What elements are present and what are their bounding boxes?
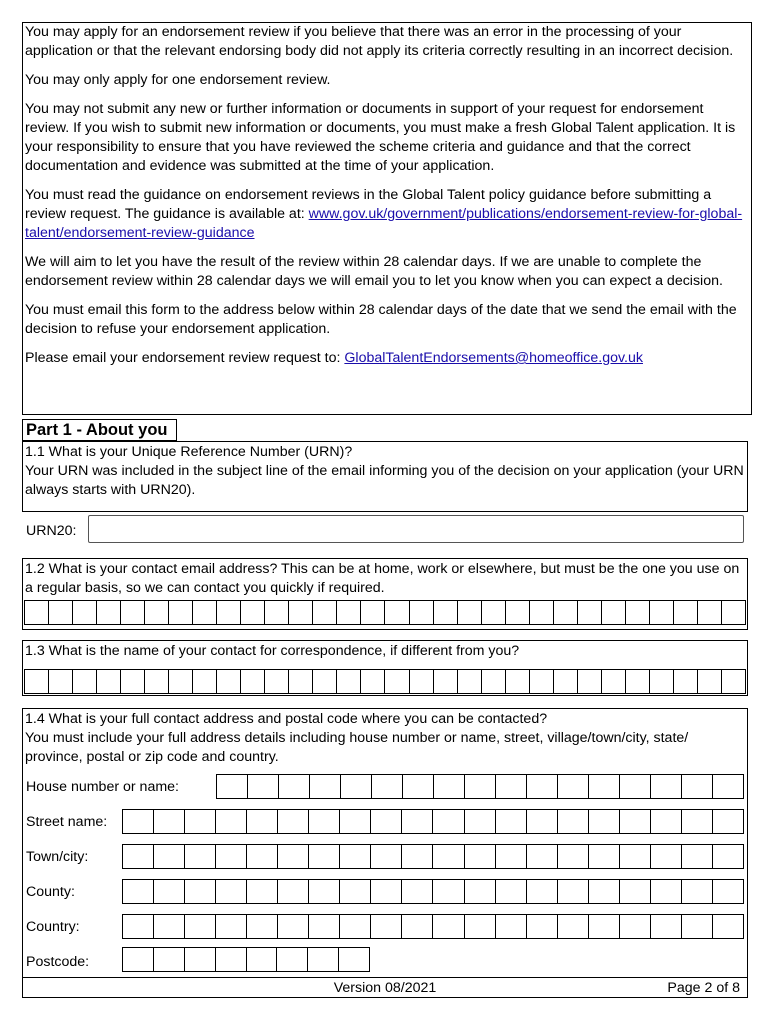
version-label: Version 08/2021 [333,980,437,996]
char-box[interactable] [626,601,650,624]
char-box[interactable] [289,601,313,624]
email-field[interactable] [24,600,746,625]
char-box[interactable] [310,775,341,798]
char-box[interactable] [217,670,241,693]
char-box[interactable] [713,810,743,833]
char-box[interactable] [403,775,434,798]
house-field[interactable] [216,774,744,799]
char-box[interactable] [216,948,247,971]
question-1-1-help: Your URN was included in the subject line of the email informing you of the decision on your application (your URN always starts with URN20). [25,463,744,498]
char-box[interactable] [402,810,433,833]
char-box[interactable] [602,670,626,693]
question-1-3-text: 1.3 What is the name of your contact for correspondence, if different from you? [25,643,520,659]
char-box[interactable] [434,670,458,693]
char-box[interactable] [241,601,265,624]
country-label: Country: [26,919,80,935]
house-label: House number or name: [26,779,179,795]
char-box[interactable] [682,845,713,868]
char-box[interactable] [340,915,371,938]
char-box[interactable] [496,915,527,938]
char-box[interactable] [626,670,650,693]
char-box[interactable] [185,915,216,938]
char-box[interactable] [371,880,402,903]
char-box[interactable] [482,601,506,624]
char-box[interactable] [589,915,620,938]
char-box[interactable] [217,601,241,624]
part-heading: Part 1 - About you [22,419,177,441]
char-box[interactable] [651,880,682,903]
char-box[interactable] [713,845,743,868]
char-box[interactable] [309,845,340,868]
char-box[interactable] [527,775,558,798]
char-box[interactable] [337,670,361,693]
char-box[interactable] [433,915,464,938]
town-label: Town/city: [26,849,89,865]
char-box[interactable] [247,810,278,833]
contact-name-field[interactable] [24,669,746,694]
char-box[interactable] [247,880,278,903]
char-box[interactable] [216,810,247,833]
county-field[interactable] [122,879,744,904]
char-box[interactable] [496,880,527,903]
char-box[interactable] [506,601,530,624]
intro-paragraph: You may only apply for one endorsement review. [25,72,331,88]
char-box[interactable] [410,670,434,693]
char-box[interactable] [496,845,527,868]
char-box[interactable] [372,775,403,798]
char-box[interactable] [620,775,651,798]
street-field[interactable] [122,809,744,834]
char-box[interactable] [433,810,464,833]
char-box[interactable] [169,670,193,693]
char-box[interactable] [506,670,530,693]
char-box[interactable] [527,915,558,938]
char-box[interactable] [651,775,682,798]
char-box[interactable] [97,601,121,624]
question-1-1 [22,441,748,512]
char-box[interactable] [465,810,496,833]
urn-input[interactable] [88,515,744,543]
char-box[interactable] [247,915,278,938]
char-box[interactable] [277,948,308,971]
char-box[interactable] [25,670,49,693]
char-box[interactable] [73,601,97,624]
char-box[interactable] [216,915,247,938]
char-box[interactable] [698,670,722,693]
email-instruction: Please email your endorsement review request to: [25,350,345,366]
char-box[interactable] [465,915,496,938]
char-box[interactable] [620,880,651,903]
char-box[interactable] [402,845,433,868]
char-box[interactable] [458,670,482,693]
char-box[interactable] [682,915,713,938]
char-box[interactable] [465,845,496,868]
intro-paragraph: We will aim to let you have the result of the review within 28 calendar days. If we are unable to complete the endorsement review within 28 calendar days we will email you to let you know when you can expect a decision. [25,254,723,289]
char-box[interactable] [527,845,558,868]
char-box[interactable] [371,915,402,938]
char-box[interactable] [217,775,248,798]
guidance-text: You must read the guidance on endorsement reviews in the Global Talent policy guidance before submitting a review request. The guidance is available at: [25,187,712,222]
char-box[interactable] [145,670,169,693]
char-box[interactable] [465,880,496,903]
char-box[interactable] [434,775,465,798]
question-1-2-text: 1.2 What is your contact email address? This can be at home, work or elsewhere, but must be the one you use on a regular basis, so we can contact you quickly if required. [25,561,740,596]
char-box[interactable] [278,810,309,833]
char-box[interactable] [558,775,589,798]
char-box[interactable] [558,915,589,938]
char-box[interactable] [154,915,185,938]
char-box[interactable] [361,670,385,693]
intro-paragraph: You may not submit any new or further information or documents in support of your request for endorsement review. If you wish to submit new information or documents, you must make a fresh Global Talent application. It is your responsibility to ensure that you have reviewed the scheme criteria and guidance and that the correct documentation and evidence was submitted at the time of your application. [25,101,736,174]
char-box[interactable] [530,601,554,624]
char-box[interactable] [185,880,216,903]
question-1-4-help: You must include your full address details including house number or name, street, village/town/city, state/ province, postal or zip code and country. [25,730,689,765]
guidance-link[interactable]: www.gov.uk/government/publications/endorsement-review-for-global-talent/endorsement-review-guidance [25,206,743,241]
intro-paragraph: You may apply for an endorsement review if you believe that there was an error in the processing of your application or that the relevant endorsing body did not apply its criteria correctly resulting in an incorrect decision. [25,24,734,59]
intro-paragraph [25,349,749,368]
char-box[interactable] [169,601,193,624]
char-box[interactable] [265,670,289,693]
char-box[interactable] [402,880,433,903]
char-box[interactable] [340,845,371,868]
char-box[interactable] [651,915,682,938]
char-box[interactable] [145,601,169,624]
char-box[interactable] [123,810,154,833]
char-box[interactable] [713,915,743,938]
postcode-field[interactable] [122,947,370,972]
char-box[interactable] [309,810,340,833]
char-box[interactable] [433,880,464,903]
char-box[interactable] [339,948,369,971]
char-box[interactable] [123,880,154,903]
char-box[interactable] [434,601,458,624]
char-box[interactable] [123,845,154,868]
char-box[interactable] [554,670,578,693]
char-box[interactable] [682,880,713,903]
char-box[interactable] [278,880,309,903]
char-box[interactable] [193,601,217,624]
char-box[interactable] [496,810,527,833]
char-box[interactable] [433,845,464,868]
question-1-4-title: 1.4 What is your full contact address and postal code where you can be contacted? [25,711,548,727]
char-box[interactable] [650,670,674,693]
char-box[interactable] [722,670,745,693]
char-box[interactable] [402,915,433,938]
char-box[interactable] [371,845,402,868]
char-box[interactable] [185,810,216,833]
char-box[interactable] [554,601,578,624]
char-box[interactable] [558,845,589,868]
char-box[interactable] [578,670,602,693]
char-box[interactable] [289,670,313,693]
char-box[interactable] [341,775,372,798]
question-1-1-title: 1.1 What is your Unique Reference Number (URN)? [25,444,353,460]
char-box[interactable] [247,948,278,971]
char-box[interactable] [154,845,185,868]
char-box[interactable] [589,810,620,833]
urn-label: URN20: [26,523,77,539]
char-box[interactable] [674,601,698,624]
char-box[interactable] [337,601,361,624]
postcode-label: Postcode: [26,954,90,970]
char-box[interactable] [620,915,651,938]
char-box[interactable] [216,845,247,868]
char-box[interactable] [278,845,309,868]
char-box[interactable] [309,880,340,903]
char-box[interactable] [558,810,589,833]
char-box[interactable] [558,880,589,903]
char-box[interactable] [278,915,309,938]
char-box[interactable] [340,810,371,833]
char-box[interactable] [185,948,216,971]
char-box[interactable] [465,775,496,798]
char-box[interactable] [527,880,558,903]
intro-paragraph [25,186,749,243]
char-box[interactable] [73,670,97,693]
char-box[interactable] [482,670,506,693]
char-box[interactable] [154,880,185,903]
intro-box [22,22,752,415]
country-field[interactable] [122,914,744,939]
char-box[interactable] [682,775,713,798]
char-box[interactable] [279,775,310,798]
char-box[interactable] [25,601,49,624]
char-box[interactable] [49,670,73,693]
page-number: Page 2 of 8 [667,980,740,996]
char-box[interactable] [410,601,434,624]
char-box[interactable] [97,670,121,693]
char-box[interactable] [193,670,217,693]
char-box[interactable] [385,670,409,693]
char-box[interactable] [154,810,185,833]
char-box[interactable] [313,601,337,624]
town-field[interactable] [122,844,744,869]
char-box[interactable] [651,845,682,868]
char-box[interactable] [265,601,289,624]
char-box[interactable] [589,845,620,868]
char-box[interactable] [185,845,216,868]
char-box[interactable] [385,601,409,624]
char-box[interactable] [123,948,154,971]
endorsement-email-link[interactable]: GlobalTalentEndorsements@homeoffice.gov.uk [344,350,643,366]
char-box[interactable] [121,670,145,693]
char-box[interactable] [589,880,620,903]
char-box[interactable] [530,670,554,693]
char-box[interactable] [313,670,337,693]
char-box[interactable] [248,775,279,798]
char-box[interactable] [458,601,482,624]
char-box[interactable] [340,880,371,903]
char-box[interactable] [698,601,722,624]
char-box[interactable] [602,601,626,624]
char-box[interactable] [713,880,743,903]
char-box[interactable] [361,601,385,624]
char-box[interactable] [309,915,340,938]
char-box[interactable] [247,845,278,868]
char-box[interactable] [216,880,247,903]
char-box[interactable] [49,601,73,624]
street-label: Street name: [26,814,108,830]
char-box[interactable] [527,810,558,833]
char-box[interactable] [589,775,620,798]
char-box[interactable] [241,670,265,693]
char-box[interactable] [496,775,527,798]
char-box[interactable] [620,810,651,833]
char-box[interactable] [121,601,145,624]
char-box[interactable] [682,810,713,833]
char-box[interactable] [650,601,674,624]
char-box[interactable] [651,810,682,833]
county-label: County: [26,884,75,900]
char-box[interactable] [371,810,402,833]
intro-paragraph: You must email this form to the address below within 28 calendar days of the date that we send the email with the decision to refuse your endorsement application. [25,302,737,337]
char-box[interactable] [123,915,154,938]
char-box[interactable] [713,775,743,798]
char-box[interactable] [620,845,651,868]
char-box[interactable] [154,948,185,971]
char-box[interactable] [578,601,602,624]
char-box[interactable] [722,601,745,624]
char-box[interactable] [308,948,339,971]
char-box[interactable] [674,670,698,693]
